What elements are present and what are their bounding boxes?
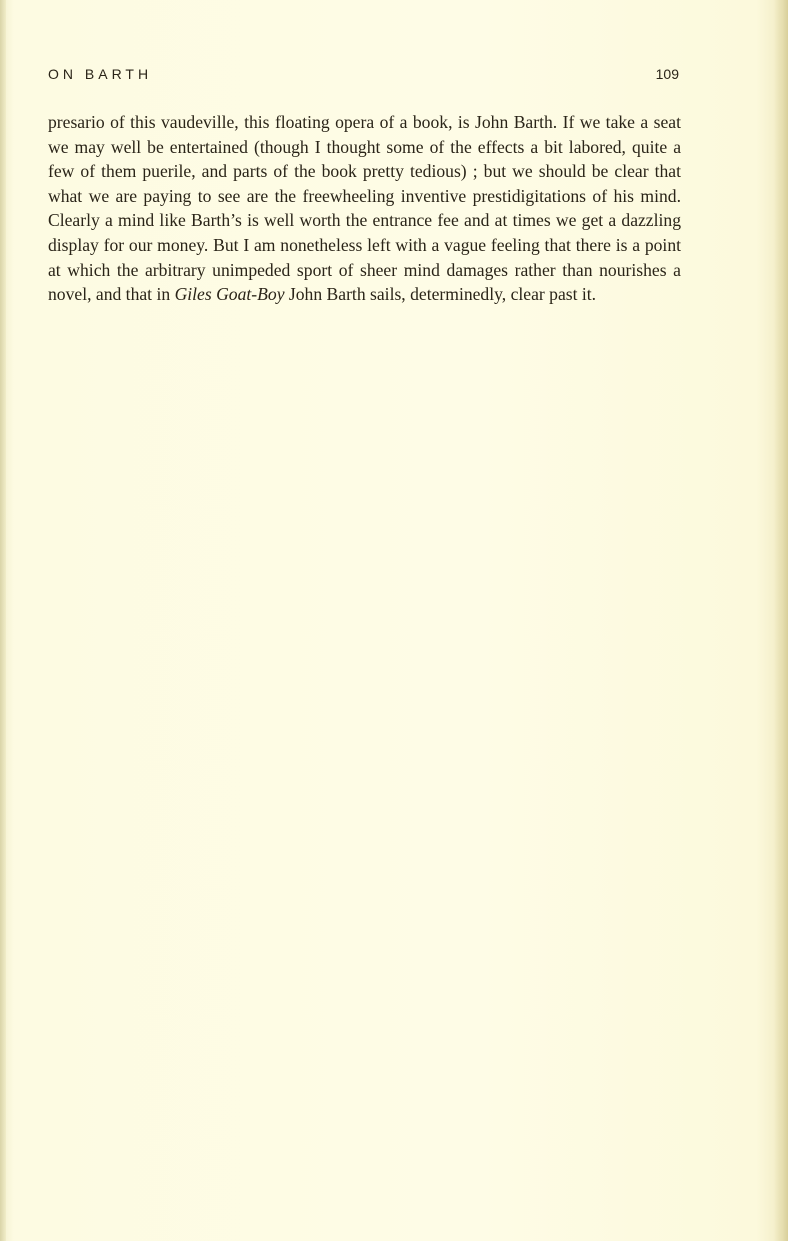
page-edge-shadow bbox=[774, 0, 788, 1241]
paragraph-text-end: John Barth sails, determinedly, clear past it. bbox=[284, 284, 597, 305]
page-gutter-shadow bbox=[0, 0, 6, 1241]
paragraph-text-start: presario of this vaudeville, this floating opera of a book, is John Barth. If we take a seat we may well be entertained (though I thought some of the effects a bit labored, quite a few of them puerile, and parts of the book pretty tedious) ; but we should be clear that what we are paying to see are the freewheeling inventive prestidigitations of his mind. Clearly a mind like Barth’s is well worth the entrance fee and at times we get a dazzling display for our money. But I am nonetheless left with a vague feeling that there is a point at which the arbitrary unimpeded sport of sheer mind damages rather than nourishes a novel, and that in bbox=[48, 112, 681, 305]
running-head bbox=[48, 66, 679, 86]
running-title: ON BARTH bbox=[48, 66, 153, 82]
book-title-italic: Giles Goat-Boy bbox=[174, 284, 285, 305]
body-paragraph bbox=[48, 110, 681, 307]
page-number: 109 bbox=[655, 66, 679, 82]
